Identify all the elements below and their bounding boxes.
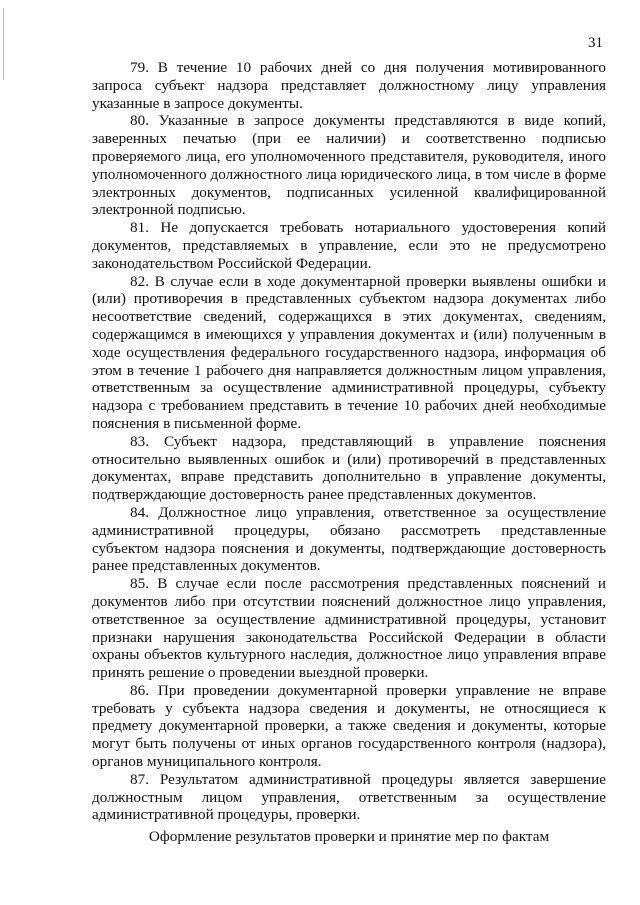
paragraph-83: 83. Субъект надзора, представляющий в управление пояснения относительно выявленных ошибок и (или) противоречий в представленных документах, вправе представить дополнительно в управление документы, подтверждающие достоверность ранее представленных документов.	[92, 432, 606, 504]
paragraph-82: 82. В случае если в ходе документарной проверки выявлены ошибки и (или) противоречия в представленных субъектом надзора документах либо несоответствие сведений, содержащихся в этих документах, сведениям, содержащимся в имеющихся у управления документах и (или) полученным в ходе осуществления федерального государственного надзора, информация об этом в течение 1 рабочего дня направляется должностным лицом управления, ответственным за осуществление административной процедуры, субъекту надзора с требованием представить в течение 10 рабочих дней необходимые пояснения в письменной форме.	[92, 272, 606, 432]
paragraph-85: 85. В случае если после рассмотрения представленных пояснений и документов либо при отсутствии пояснений должностное лицо управления, ответственное за осуществление административной процедуры, установит признаки нарушения законодательства Российской Федерации в области охраны объектов культурного наследия, должностное лицо управления вправе принять решение о проведении выездной проверки.	[92, 575, 606, 682]
paragraph-80: 80. Указанные в запросе документы представляются в виде копий, заверенных печатью (при ее наличии) и соответственно подписью проверяемого лица, его уполномоченного представителя, руководителя, иного уполномоченного должностного лица юридического лица, в том числе в форме электронных документов, подписанных усиленной квалифицированной электронной подписью.	[92, 112, 606, 219]
page-number: 31	[588, 35, 603, 51]
paragraph-79: 79. В течение 10 рабочих дней со дня получения мотивированного запроса субъект надзора представляет должностному лицу управления указанные в запросе документы.	[92, 59, 606, 112]
scan-edge-line	[3, 8, 4, 80]
paragraph-84: 84. Должностное лицо управления, ответственное за осуществление административной процедуры, обязано рассмотреть представленные субъектом надзора пояснения и документы, подтверждающие достоверность ранее представленных документов.	[92, 503, 606, 575]
document-body	[92, 59, 606, 824]
paragraph-86: 86. При проведении документарной проверки управление не вправе требовать у субъекта надзора сведения и документы, не относящиеся к предмету документарной проверки, а также сведения и документы, которые могут быть получены от иных органов государственного контроля (надзора), органов муниципального контроля.	[92, 681, 606, 771]
paragraph-87: 87. Результатом административной процедуры является завершение должностным лицом управления, ответственным за осуществление административной процедуры, проверки.	[92, 770, 606, 824]
paragraph-81: 81. Не допускается требовать нотариального удостоверения копий документов, представляемых в управление, если это не предусмотрено законодательством Российской Федерации.	[92, 219, 606, 272]
section-heading: Оформление результатов проверки и принятие мер по фактам	[148, 828, 550, 845]
